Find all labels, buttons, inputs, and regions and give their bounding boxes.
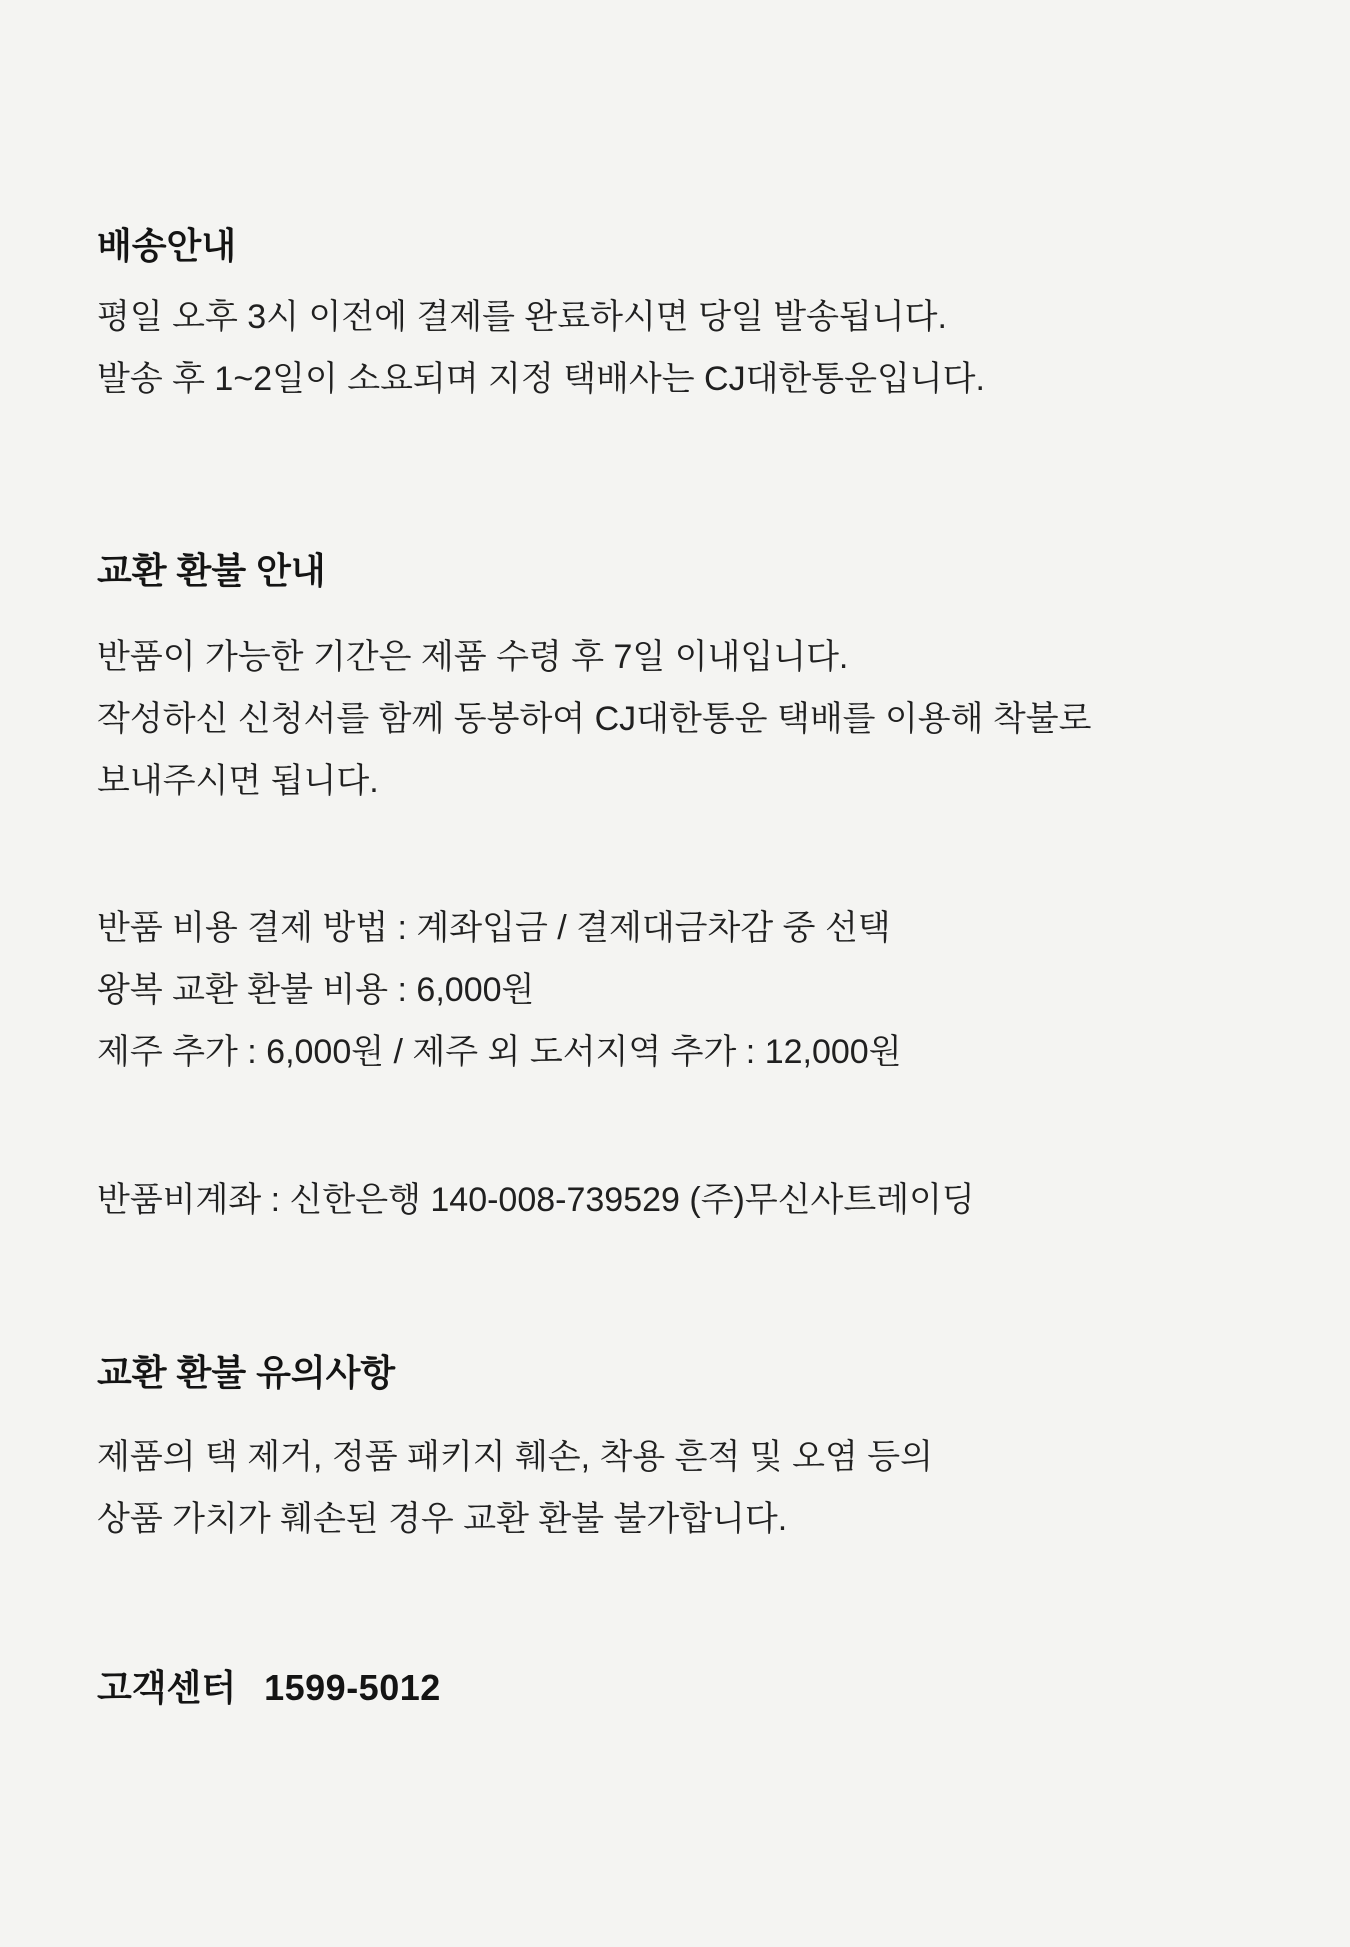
text-line: 반품 비용 결제 방법 : 계좌입금 / 결제대금차감 중 선택: [97, 909, 891, 947]
exchange-notice-section-heading: 교환 환불 유의사항: [97, 1352, 396, 1393]
text-line: 반품이 가능한 기간은 제품 수령 후 7일 이내입니다.: [97, 638, 849, 676]
exchange-intro-paragraph: [97, 626, 1253, 812]
exchange-refund-section-heading: 교환 환불 안내: [97, 550, 326, 591]
text-line: 평일 오후 3시 이전에 결제를 완료하시면 당일 발송됩니다.: [97, 298, 947, 336]
exchange-cost-paragraph: [97, 897, 1253, 1083]
text-line: 작성하신 신청서를 함께 동봉하여 CJ대한통운 택배를 이용해 착불로: [97, 700, 1092, 738]
text-line: 보내주시면 됩니다.: [97, 762, 379, 800]
text-line: 반품비계좌 : 신한은행 140-008-739529 (주)무신사트레이딩: [97, 1181, 975, 1219]
text-line: 왕복 교환 환불 비용 : 6,000원: [97, 971, 535, 1009]
exchange-notice-paragraph: [97, 1426, 1253, 1550]
shipping-paragraph: [97, 286, 1253, 410]
customer-center-label: 고객센터: [97, 1667, 237, 1708]
text-line: 발송 후 1~2일이 소요되며 지정 택배사는 CJ대한통운입니다.: [97, 360, 985, 398]
customer-center-row: [97, 1664, 1253, 1712]
customer-center-phone: 1599-5012: [264, 1667, 441, 1708]
text-line: 상품 가치가 훼손된 경우 교환 환불 불가합니다.: [97, 1500, 788, 1538]
text-line: 제품의 택 제거, 정품 패키지 훼손, 착용 흔적 및 오염 등의: [97, 1438, 933, 1476]
return-account-paragraph: [97, 1169, 1253, 1231]
text-line: 제주 추가 : 6,000원 / 제주 외 도서지역 추가 : 12,000원: [97, 1033, 902, 1071]
shipping-section-heading: 배송안내: [97, 225, 237, 266]
